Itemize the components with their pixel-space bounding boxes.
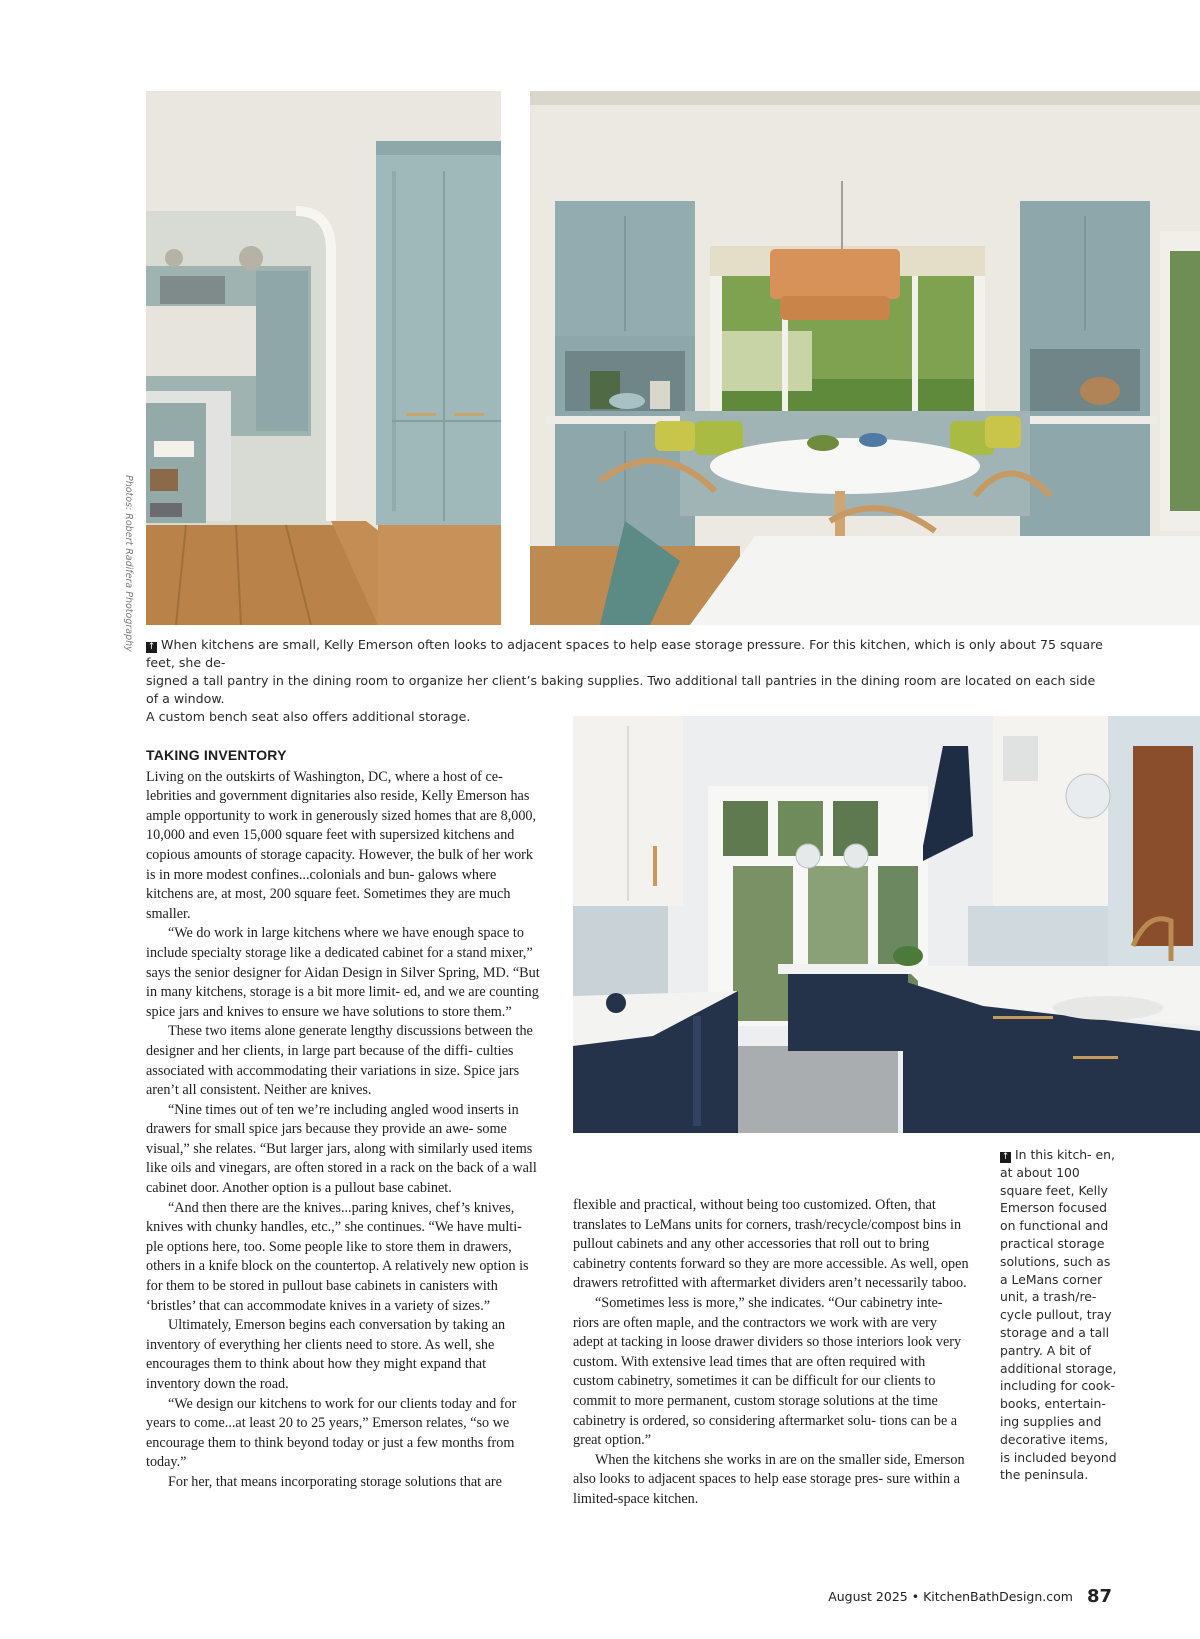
col2-paragraph: When the kitchens she works in are on the smaller side, Emerson also looks to adjacent spaces to help ease storage pres- sure within a limited-space kitchen. (573, 1451, 965, 1507)
page-number: 87 (1086, 1586, 1112, 1607)
caption-arrow-icon: ↑ (1001, 1152, 1010, 1162)
col1-paragraph: These two items alone generate lengthy discussions between the designer and her clients, in large part because of the diffi- culties associated with accommodating their variations in size. Spice jars aren’t all consistent. Neither are knives. (146, 1023, 533, 1099)
col2-paragraph: flexible and practical, without being too customized. Often, that translates to LeMans units for corners, trash/recycle/compost bins in pullout cabinets and any other accessories that roll out to bring cabinetry contents forward so they are more accessible. As well, open drawers retrofitted with aftermarket dividers aren’t necessarily taboo. (573, 1197, 969, 1292)
body-column-2 (573, 1196, 969, 1510)
caption-line-1: ↑ When kitchens are small, Kelly Emerson often looks to adjacent spaces to help ease storage pressure. For this kitchen, which is only about 75 square feet, she de- (146, 637, 1103, 670)
photo-navy-kitchen (573, 716, 1200, 1133)
side-photo-caption (1000, 1146, 1120, 1484)
footer-issue: August 2025 (828, 1589, 908, 1604)
footer-bullet: • (911, 1589, 920, 1604)
photo-dining-nook (530, 91, 1200, 625)
caption-line-2: signed a tall pantry in the dining room to organize her client’s baking supplies. Two additional tall pantries in the dining room are located on each side of a window. (146, 673, 1096, 706)
section-heading: TAKING INVENTORY (146, 747, 287, 763)
col1-paragraph: “And then there are the knives...paring knives, chef’s knives, knives with chunky handles, etc.,” she continues. “We have multi- ple options here, too. Some people like to store them in drawers, others in a knife block on the countertop. A relatively new option is for them to be stored in pullout base cabinets in canisters with ‘bristles’ that can accommodate knives in a variety of sizes.” (146, 1199, 529, 1314)
footer-site: KitchenBathDesign.com (923, 1589, 1073, 1604)
col1-paragraph: “We design our kitchens to work for our clients today and for years to come...at least 20 to 25 years,” Emerson relates, “so we encourage them to think beyond today or just a few months from today.” (146, 1395, 517, 1471)
photo-tall-pantry-hallway (146, 91, 501, 625)
col1-paragraph: Living on the outskirts of Washington, DC, where a host of ce- lebrities and government dignitaries also reside, Kelly Emerson has ample opportunity to work in generously sized homes that are 8,000, 10,000 and even 15,000 square feet with supersized kitchens and copious amounts of storage capacity. However, the bulk of her work is in more modest confines...colonials and bun- galows where kitchens are, at most, 200 square feet. Sometimes they are much smaller. (146, 768, 537, 922)
col1-paragraph: Ultimately, Emerson begins each conversation by taking an inventory of everything her clients need to store. As well, she encourages them to think about how they might expand that inventory down the road. (146, 1317, 506, 1392)
photo-credit: Photos: Robert Radifera Photography (123, 475, 134, 652)
top-photo-caption (146, 636, 1106, 726)
page-footer (828, 1586, 1112, 1607)
col1-paragraph: “Nine times out of ten we’re including angled wood inserts in drawers for small spice jars because they provide an awe- some visual,” she relates. “But larger jars, along with similarly used items like oils and vinegars, are often stored in a rack on the back of a wall cabinet door. Another option is a pullout base cabinet. (146, 1101, 537, 1197)
side-caption-text: In this kitch- en, at about 100 square feet, Kelly Emerson focused on functional and practical storage solutions, such as a LeMans corner unit, a trash/re- cycle pullout, tray storage and a tall pantry. A bit of additional storage, including for cook- books, entertain- ing supplies and decorative items, is included beyond the peninsula. (1000, 1147, 1117, 1483)
col1-paragraph: For her, that means incorporating storage solutions that are (168, 1473, 502, 1490)
caption-line-3: A custom bench seat also offers additional storage. (146, 709, 471, 724)
caption-arrow-icon: ↑ (147, 642, 156, 652)
col1-paragraph: “We do work in large kitchens where we have enough space to include specialty storage like a dedicated cabinet for a stand mixer,” says the senior designer for Aidan Design in Silver Spring, MD. “But in many kitchens, storage is a bit more limit- ed, and we are counting spice jars and knives to ensure we have solutions to store them.” (146, 925, 540, 1020)
col2-paragraph: “Sometimes less is more,” she indicates. “Our cabinetry inte- riors are often maple, and the contractors we work with are very adept at tacking in loose drawer dividers so those interiors look very custom. With extensive lead times that are often required with custom cabinetry, sometimes it can be difficult for our clients to commit to more permanent, custom storage solutions at the time cabinetry is ordered, so considering aftermarket solu- tions can be a great option.” (573, 1294, 962, 1449)
body-column-1 (146, 746, 542, 1493)
